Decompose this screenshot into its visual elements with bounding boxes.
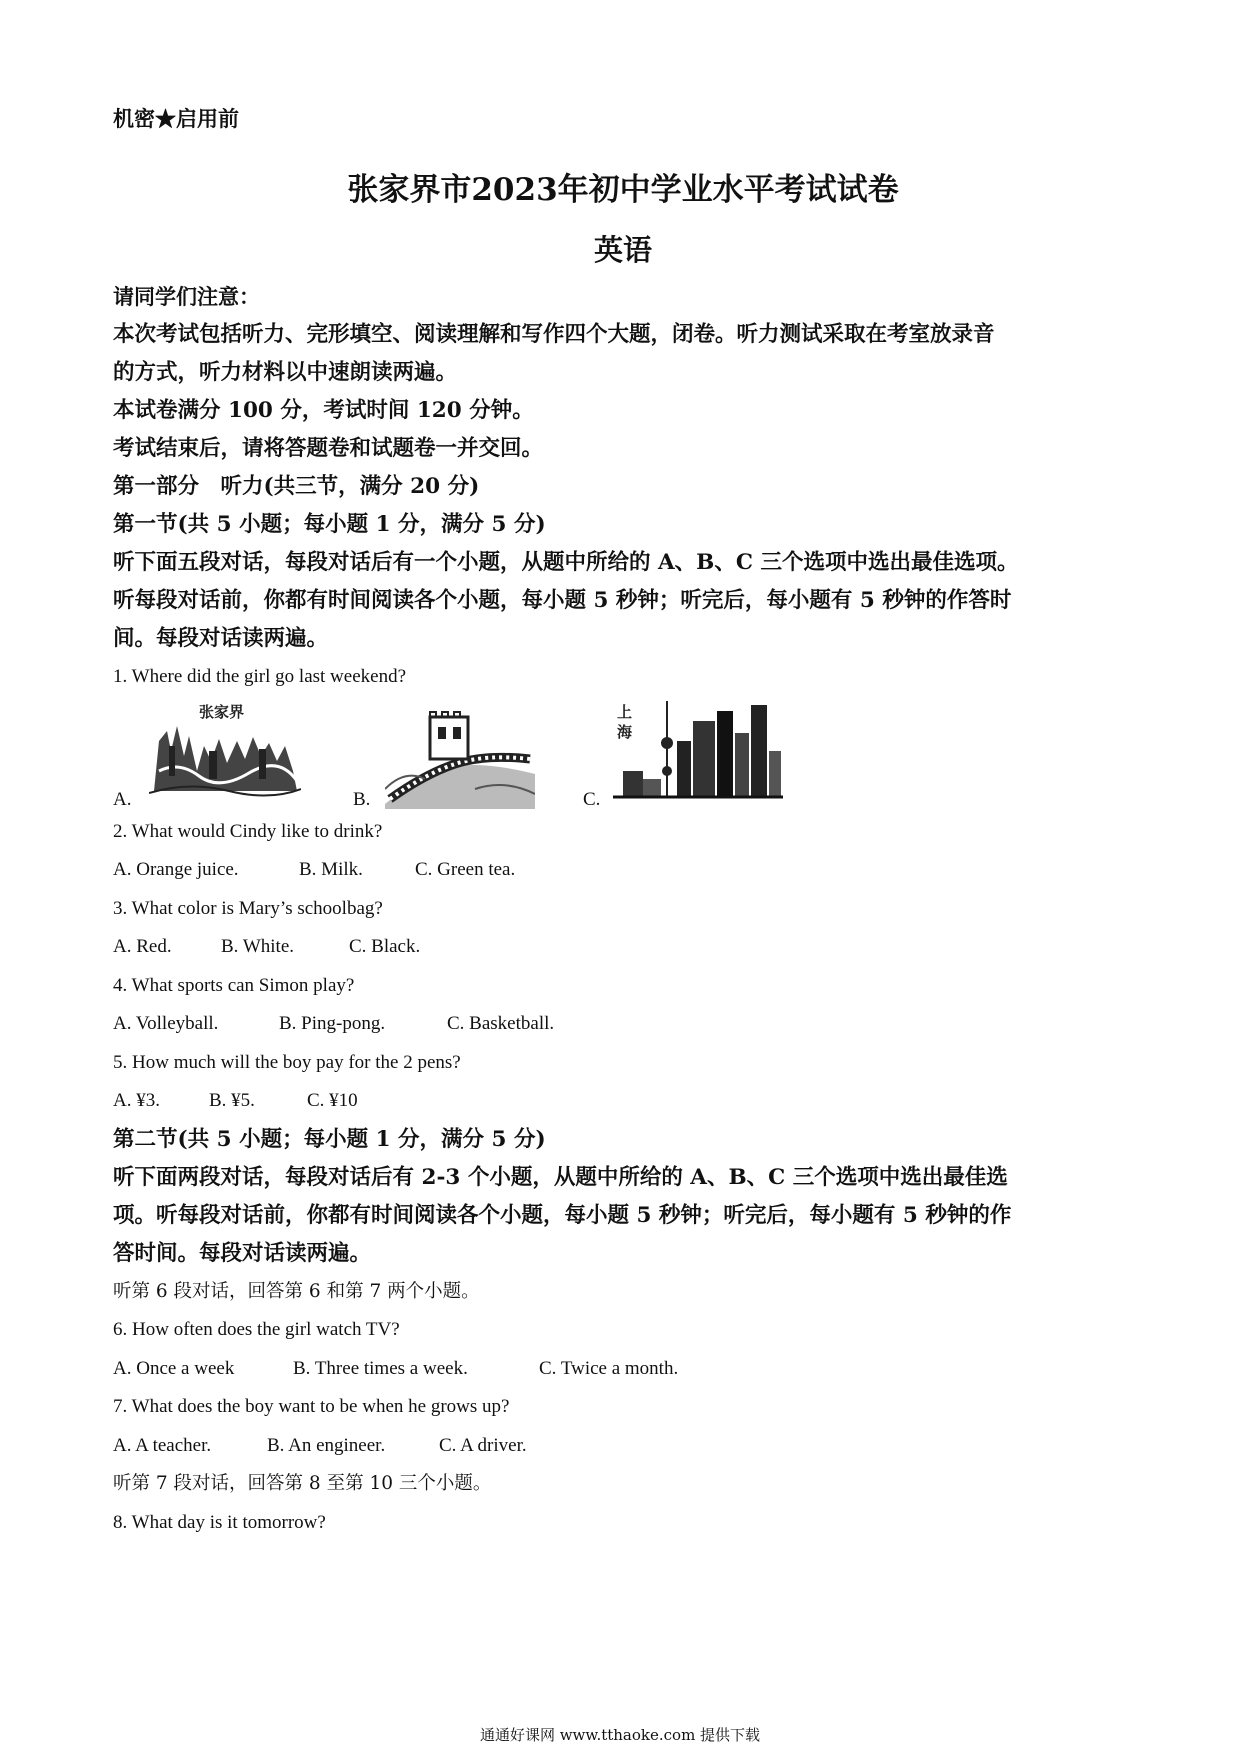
option-a-label: A. bbox=[113, 788, 132, 810]
page-content bbox=[113, 104, 1133, 1542]
section2-instruction-2: 项。听每段对话前，你都有时间阅读各个小题，每小题 5 秒钟；听完后，每小题有 5 秒钟的作 bbox=[113, 1202, 1012, 1228]
option-c-label: C. bbox=[583, 788, 601, 810]
q7-option-a: A. A teacher. bbox=[113, 1434, 212, 1456]
q6-option-a: A. Once a week bbox=[113, 1357, 235, 1379]
question-7: 7. What does the boy want to be when he grows up? bbox=[113, 1396, 510, 1417]
question-2: 2. What would Cindy like to drink? bbox=[113, 820, 383, 842]
q7-option-b: B. An engineer. bbox=[267, 1434, 386, 1456]
dialog-7-instruction: 听第 7 段对话，回答第 8 至第 10 三个小题。 bbox=[113, 1473, 492, 1494]
notice-line-4: 考试结束后，请将答题卷和试题卷一并交回。 bbox=[113, 436, 544, 461]
q2-option-a: A. Orange juice. bbox=[113, 859, 239, 880]
shanghai-skyline-picture bbox=[613, 701, 783, 805]
q3-option-c: C. Black. bbox=[349, 936, 421, 957]
part1-heading: 第一部分 听力(共三节，满分 20 分) bbox=[113, 474, 480, 499]
question-1: 1. Where did the girl go last weekend? bbox=[113, 666, 406, 687]
question-2-options bbox=[113, 851, 1133, 890]
zhangjiajie-mountains-picture bbox=[149, 701, 301, 801]
q3-option-a: A. Red. bbox=[113, 936, 172, 957]
notice-line-2: 的方式，听力材料以中速朗读两遍。 bbox=[113, 360, 458, 385]
q5-option-a: A. ¥3. bbox=[113, 1090, 160, 1111]
q5-option-b: B. ¥5. bbox=[209, 1090, 255, 1111]
question-3-options bbox=[113, 928, 1133, 967]
question-5: 5. How much will the boy pay for the 2 pens? bbox=[113, 1051, 461, 1073]
question-4-options bbox=[113, 1005, 1133, 1044]
q3-option-b: B. White. bbox=[221, 936, 295, 957]
q6-option-c: C. Twice a month. bbox=[539, 1357, 679, 1379]
question-5-options bbox=[113, 1082, 1133, 1121]
question-3: 3. What color is Mary’s schoolbag? bbox=[113, 897, 383, 919]
option-b-label: B. bbox=[353, 788, 371, 810]
q6-option-b: B. Three times a week. bbox=[293, 1357, 468, 1379]
q2-option-c: C. Green tea. bbox=[415, 859, 516, 880]
question-8: 8. What day is it tomorrow? bbox=[113, 1511, 326, 1533]
section2-heading: 第二节(共 5 小题；每小题 1 分，满分 5 分) bbox=[113, 1126, 546, 1152]
notice-line-1: 本次考试包括听力、完形填空、阅读理解和写作四个大题，闭卷。听力测试采取在考室放录音 bbox=[113, 322, 995, 347]
notice-block bbox=[113, 278, 1133, 468]
q7-option-c: C. A driver. bbox=[439, 1434, 527, 1456]
question-6-options bbox=[113, 1350, 1133, 1389]
section1-instruction-1: 听下面五段对话，每段对话后有一个小题，从题中所给的 A、B、C 三个选项中选出最佳选项。 bbox=[113, 550, 1019, 575]
picture-c-caption-2: 海 bbox=[617, 722, 633, 741]
dialog-6-instruction: 听第 6 段对话，回答第 6 和第 7 两个小题。 bbox=[113, 1280, 480, 1302]
picture-a-caption: 张家界 bbox=[199, 702, 245, 721]
section1-heading: 第一节(共 5 小题；每小题 1 分，满分 5 分) bbox=[113, 512, 546, 537]
q5-option-c: C. ¥10 bbox=[307, 1090, 358, 1111]
section1-instruction-2: 听每段对话前，你都有时间阅读各个小题，每小题 5 秒钟；听完后，每小题有 5 秒钟的作答时 bbox=[113, 588, 1012, 613]
question-6: 6. How often does the girl watch TV? bbox=[113, 1319, 400, 1340]
q4-option-b: B. Ping-pong. bbox=[279, 1013, 386, 1034]
page-footer bbox=[0, 1724, 1240, 1745]
question-7-options bbox=[113, 1427, 1133, 1466]
great-wall-picture bbox=[385, 709, 535, 809]
picture-c-caption-1: 上 bbox=[617, 702, 633, 721]
q4-option-a: A. Volleyball. bbox=[113, 1013, 219, 1034]
q2-option-b: B. Milk. bbox=[299, 859, 363, 880]
exam-title: 张家界市2023年初中学业水平考试试卷 bbox=[347, 172, 899, 208]
confidential-mark: 机密★启用前 bbox=[113, 106, 239, 131]
question-4: 4. What sports can Simon play? bbox=[113, 974, 355, 996]
section1-instruction-3: 间。每段对话读两遍。 bbox=[113, 626, 329, 651]
footer-text: 通通好课网 www.tthaoke.com 提供下载 bbox=[479, 1726, 761, 1744]
notice-heading: 请同学们注意： bbox=[113, 284, 260, 309]
section2-instruction-1: 听下面两段对话，每段对话后有 2-3 个小题，从题中所给的 A、B、C 三个选项中选出最佳选 bbox=[113, 1164, 1008, 1190]
q4-option-c: C. Basketball. bbox=[447, 1013, 555, 1034]
notice-line-3: 本试卷满分 100 分，考试时间 120 分钟。 bbox=[113, 398, 534, 423]
question-1-pictures bbox=[113, 701, 1133, 813]
subject-title: 英语 bbox=[593, 233, 652, 267]
section2-instruction-3: 答时间。每段对话读两遍。 bbox=[113, 1240, 372, 1266]
